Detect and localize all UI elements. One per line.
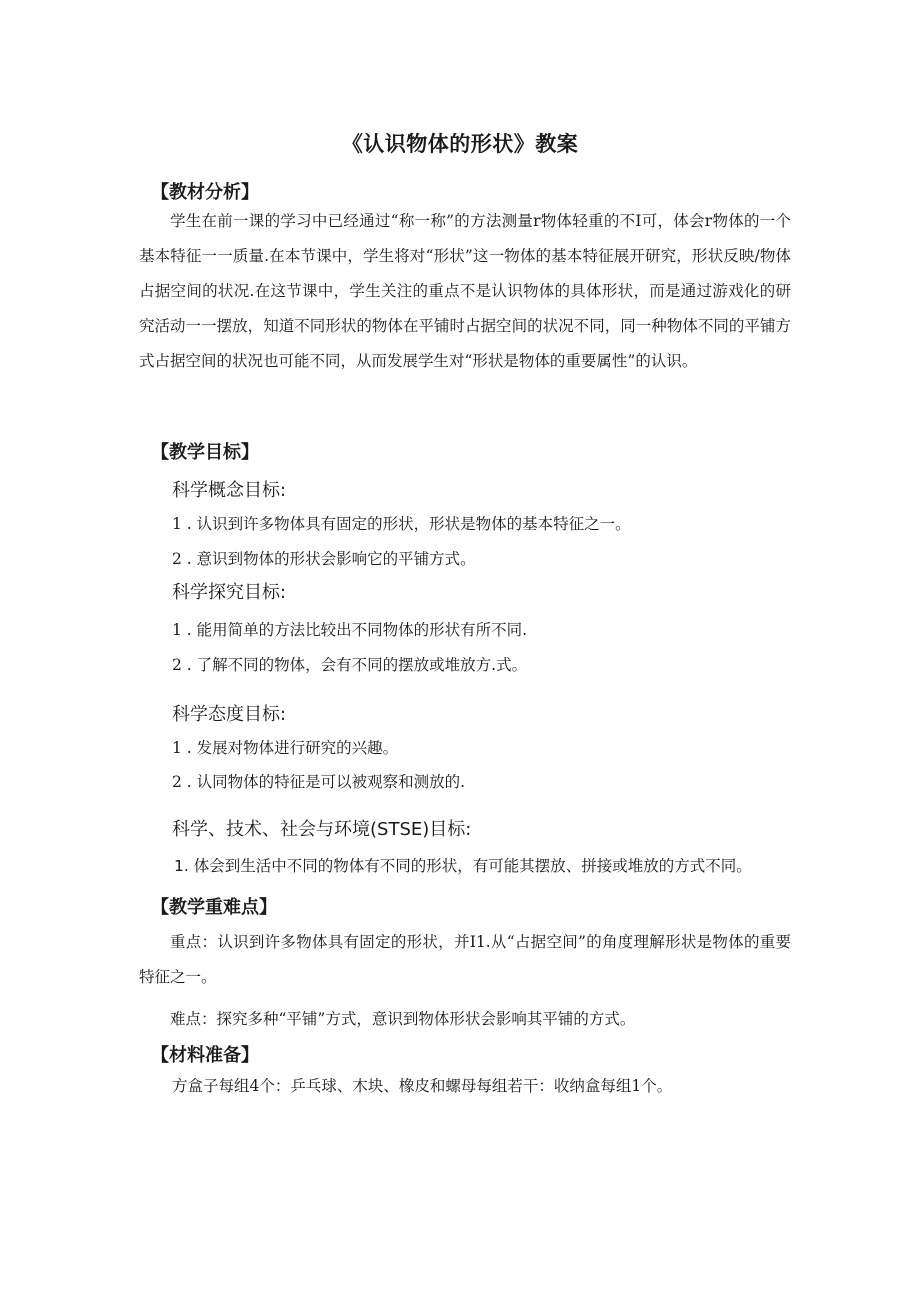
document-title: 《认识物体的形状》教案 (341, 132, 579, 156)
attitude-goal-item: 1 . 发展对物体进行研究的兴趣。 (172, 739, 399, 757)
section-heading-teaching-goals: 【教学目标】 (151, 442, 259, 463)
key-point-paragraph: 重点：认识到许多物体具有固定的形状，并I1.从“占据空间”的角度理解形状是物体的重要特征之一。 (139, 933, 791, 986)
inquiry-goal-item: 1 . 能用简单的方法比较出不同物体的形状有所不同. (172, 621, 528, 639)
section-heading-materials: 【材料准备】 (151, 1045, 259, 1066)
materials-paragraph: 方盒子每组4个：乒乓球、木块、橡皮和螺母每组若干：收纳盒每组1个。 (172, 1077, 673, 1095)
materials-analysis-paragraph: 学生在前一课的学习中已经通过“称一称”的方法测量r物体轻重的不I可，体会r物体的一个基本特征一一质量.在本节课中，学生将对“形状”这一物体的基本特征展开研究，形状反映/物体占据空间的状况.在这节课中，学生关注的重点不是认识物体的具体形状，而是通过游戏化的研究活动一一摆放，知道不同形状的物体在平铺时占据空间的状况不同，同一种物体不同的平铺方式占据空间的状况也可能不同，从而发展学生对“形状是物体的重要属性”的认识。 (139, 212, 791, 370)
stse-goal-title: 科学、技术、社会与环境(STSE)目标: (172, 819, 472, 840)
section-heading-materials-analysis: 【教材分析】 (151, 182, 259, 203)
inquiry-goal-title: 科学探究目标: (172, 582, 287, 603)
stse-goal-item: 1. 体会到生活中不同的物体有不同的形状，有可能其摆放、拼接或堆放的方式不同。 (174, 857, 752, 875)
section-heading-key-points: 【教学重难点】 (151, 897, 277, 918)
inquiry-goal-item: 2 . 了解不同的物体，会有不同的摆放或堆放方.式。 (172, 656, 528, 674)
difficult-point-paragraph: 难点：探究多种“平铺”方式，意识到物体形状会影响其平铺的方式。 (170, 1010, 636, 1028)
concept-goal-title: 科学概念目标: (172, 480, 287, 501)
concept-goal-item: 1 . 认识到许多物体具有固定的形状，形状是物体的基本特征之一。 (172, 515, 631, 533)
concept-goal-item: 2 . 意识到物体的形状会影响它的平铺方式。 (172, 550, 476, 568)
attitude-goal-title: 科学态度目标: (172, 704, 287, 725)
attitude-goal-item: 2 . 认同物体的特征是可以被观察和测放的. (172, 773, 466, 791)
